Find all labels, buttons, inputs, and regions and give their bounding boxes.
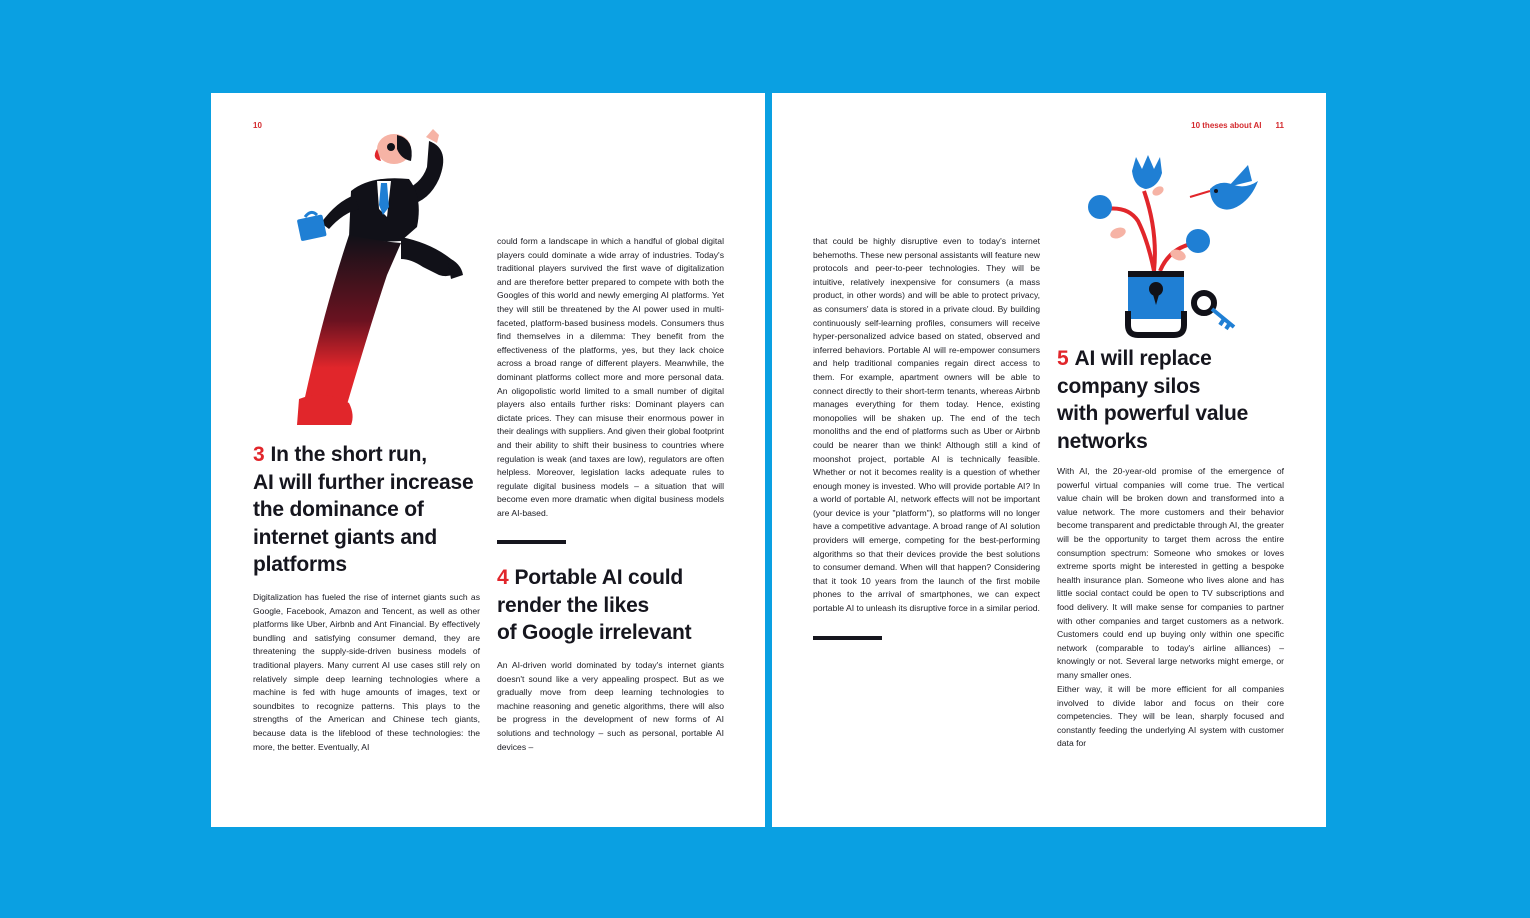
right-column-1-text: that could be highly disruptive even to today's internet behemoths. These new personal assistants will feature new protocols and peer-to-peer technologies. They will be intuitive, relatively inexpensive for consumers (a mass product, in other words) and will be able to protect privacy, as consumers' data is stored in a private cloud. By building continuously self-learning profiles, consumers will receive hyper-personalized advice based on stated, observed and inferred behaviors. Portable AI will re-empower consumers and help traditional companies regain direct access to them. For example, apartment owners will be able to connect directly to their short-term tenants, whereas Airbnb manages everything for them today. Hence, existing monopolies will be shaken up. The end of the tech monoliths and the end of platforms such as Uber or Airbnb could be nearer than we think! Although still a kind of moonshot project, portable AI is technically feasible. Whether or not it becomes reality is a question of whether enough money is invested. Who will provide portable AI? In a world of portable AI, network effects will not be important (your device is your "platform"), so platforms will no longer have a competitive advantage. A broad range of AI solution providers will emerge, competing for the best-performing algorithms so that their devices provide the best solutions to consumer demand. When will that happen? Considering that it took 10 years from the launch of the first mobile phones to the arrival of smartphones, we can expect portable AI to unleash its disruptive force in a similar period. [813,236,1040,614]
running-header [1191,121,1284,130]
section-5-heading [1057,345,1297,455]
section-5-title-line-4: networks [1057,429,1148,453]
section-3-title-line-5: platforms [253,553,347,576]
left-page [211,93,765,827]
businessman-illustration [251,119,481,429]
section-5-title-line-3: with powerful value [1057,402,1249,425]
section-5-title-line-2: company silos [1057,374,1201,398]
section-3-title-line-1: In the short run, [270,443,427,466]
section-5-number: 5 [1057,347,1069,370]
section-4-number: 4 [497,566,509,589]
running-head-title: 10 theses about AI [1191,121,1262,130]
section-4-title-line-1: Portable AI could [514,566,683,589]
section-4-title-line-2: render the likes [497,593,650,617]
section-3-number: 3 [253,443,265,466]
plant-lock-illustration [1078,151,1278,341]
section-5-title-line-1: AI will replace [1074,347,1212,370]
section-3-title-line-2: AI will further increase [253,470,474,494]
section-divider-right [813,636,882,640]
section-5-body-paragraph-1: With AI, the 20-year-old promise of the emergence of powerful virtual companies will come true. The vertical value chain will be broken down and transformed into a value network. The more customers and their behavior become transparent and predictable through AI, the greater will be the opportunity to target them across the entire consumption spectrum: Someone who smokes or loves extreme sports might be interested in getting a bespoke health insurance plan. Someone who lives alone and has little social contact could be open to TV subscriptions and food delivery. It will make sense for companies to partner with other companies and target customers as a network. Customers could end up buying only within one specific network (comparable to today's airline alliances) – knowingly or not. Several large networks might emerge, or many smaller ones. [1057,466,1284,680]
section-4-body: An AI-driven world dominated by today's internet giants doesn't sound like a very appealing prospect. But as we gradually move from deep learning technologies to machine reasoning and genetic algorithms, there will also be progress in the development of new forms of AI solutions and technology – such as personal, portable AI devices – [497,660,724,752]
right-page [772,93,1326,827]
page-number-right: 11 [1275,121,1284,130]
section-3-title-line-3: the dominance of [253,498,424,521]
left-column-2-text: could form a landscape in which a handful of global digital players could dominate a wide array of industries. Today's traditional players survived the first wave of digitalization and are therefore better prepared to compete with both the Googles of this world and newly emerging AI platforms. Yet they will still be threatened by the AI power used in multi-faceted, platform-based business models. Consumers thus find themselves in a dilemma: They benefit from the effectiveness of the platforms, yes, but they lack choice across a broad range of different players. Meanwhile, the dominant platforms collect more and more personal data. An oligopolistic world limited to a small number of digital players also entails further risks: Dominant players can dictate prices. They can misuse their enormous power in their dealings with suppliers. And given their global footprint and their ability to shift their business to countries where regulation is weak (and taxes are low), regulators are often helpless. Moreover, legislation lacks adequate rules to regulate digital business models – a situation that will become even more dramatic when digital business models are AI-based. [497,236,724,518]
section-4-title-line-3: of Google irrelevant [497,621,692,644]
section-4-heading [497,564,737,647]
page-number-left: 10 [253,121,262,130]
section-divider [497,540,566,544]
section-3-title-line-4: internet giants and [253,525,438,549]
section-3-body: Digitalization has fueled the rise of internet giants such as Google, Facebook, Amazon and Tencent, as well as other platforms like Uber, Airbnb and Ant Financial. By effectively bundling and satisfying consumer demand, they are threatening the supply-side-driven business models of traditional players. Many current AI use cases still rely on relatively simple deep learning technologies where a machine is fed with huge amounts of images, text or soundbites to recognize patterns. This plays to the strengths of the American and Chinese tech giants, because data is the lifeblood of these technologies: the more, the better. Eventually, AI [253,592,480,752]
section-5-body-paragraph-2: Either way, it will be more efficient for all companies involved to divide labor and focus on their core competencies. They will be lean, sharply focused and constantly feeding the underlying AI system with customer data for [1057,684,1284,749]
section-3-heading [253,441,513,579]
